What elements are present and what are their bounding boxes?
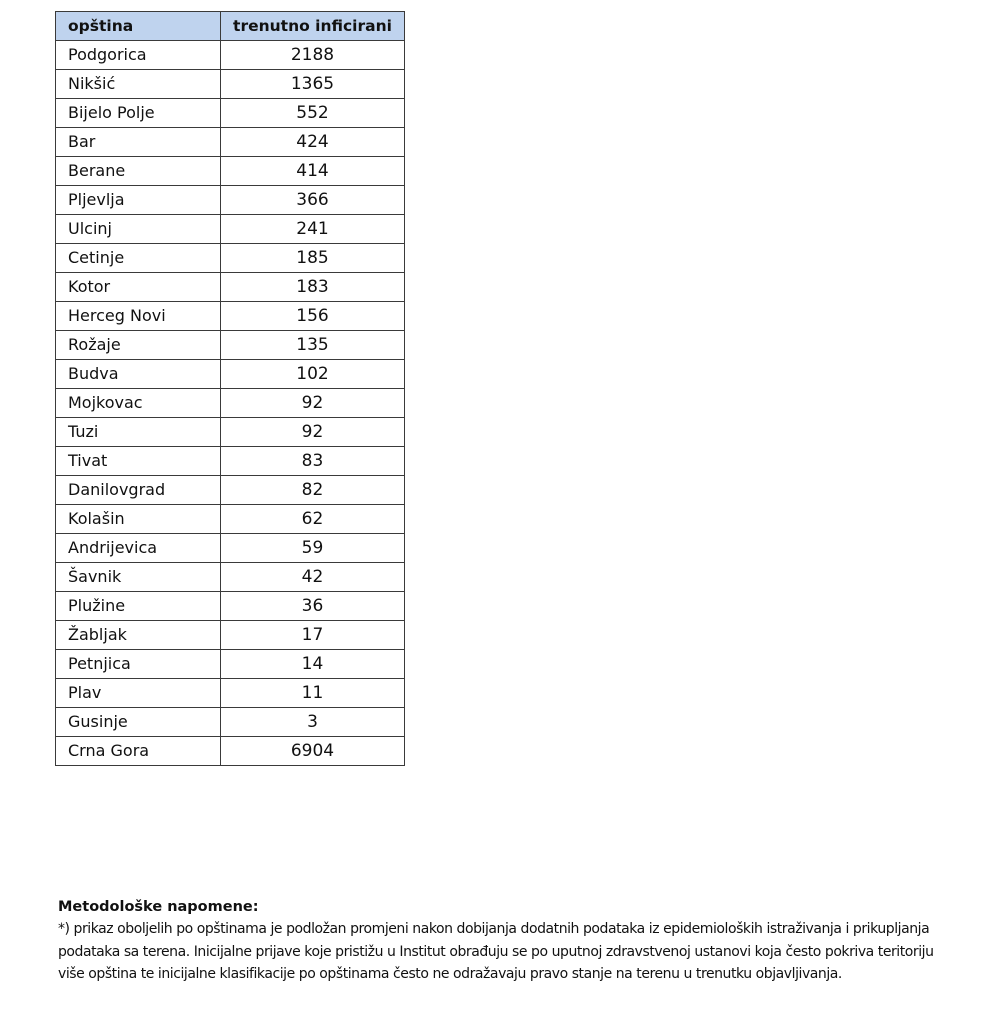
municipality-name: Žabljak xyxy=(56,621,221,650)
table-row xyxy=(56,128,405,157)
table-row xyxy=(56,244,405,273)
infected-count: 82 xyxy=(221,476,405,505)
infected-count: 424 xyxy=(221,128,405,157)
infected-count: 241 xyxy=(221,215,405,244)
municipality-name: Šavnik xyxy=(56,563,221,592)
infected-count: 1365 xyxy=(221,70,405,99)
table-row xyxy=(56,418,405,447)
infected-count: 92 xyxy=(221,418,405,447)
municipality-name: Bar xyxy=(56,128,221,157)
infections-table xyxy=(55,11,405,766)
methodology-notes xyxy=(58,896,958,986)
table-row xyxy=(56,621,405,650)
infected-count: 414 xyxy=(221,157,405,186)
table-row xyxy=(56,186,405,215)
municipality-name: Herceg Novi xyxy=(56,302,221,331)
infected-count: 17 xyxy=(221,621,405,650)
table-row xyxy=(56,592,405,621)
table-row xyxy=(56,650,405,679)
table-row xyxy=(56,708,405,737)
table-row xyxy=(56,273,405,302)
municipality-name: Ulcinj xyxy=(56,215,221,244)
table-row xyxy=(56,215,405,244)
table-row xyxy=(56,534,405,563)
infected-count: 14 xyxy=(221,650,405,679)
table-row xyxy=(56,331,405,360)
table-row xyxy=(56,505,405,534)
infected-count: 135 xyxy=(221,331,405,360)
municipality-name: Mojkovac xyxy=(56,389,221,418)
municipality-name: Budva xyxy=(56,360,221,389)
infected-count: 42 xyxy=(221,563,405,592)
municipality-name: Plav xyxy=(56,679,221,708)
municipality-name: Crna Gora xyxy=(56,737,221,766)
table-header-row xyxy=(56,12,405,41)
municipality-name: Pljevlja xyxy=(56,186,221,215)
municipality-name: Cetinje xyxy=(56,244,221,273)
municipality-name: Berane xyxy=(56,157,221,186)
municipality-name: Kolašin xyxy=(56,505,221,534)
infected-count: 62 xyxy=(221,505,405,534)
infected-count: 102 xyxy=(221,360,405,389)
table-row xyxy=(56,389,405,418)
municipality-name: Plužine xyxy=(56,592,221,621)
infected-count: 59 xyxy=(221,534,405,563)
table-row xyxy=(56,70,405,99)
notes-title: Metodološke napomene: xyxy=(58,899,259,915)
infected-count: 366 xyxy=(221,186,405,215)
infected-count: 6904 xyxy=(221,737,405,766)
table-row xyxy=(56,99,405,128)
table-row xyxy=(56,563,405,592)
municipality-name: Podgorica xyxy=(56,41,221,70)
municipality-name: Gusinje xyxy=(56,708,221,737)
infected-count: 92 xyxy=(221,389,405,418)
municipality-name: Bijelo Polje xyxy=(56,99,221,128)
header-infected: trenutno inficirani xyxy=(221,12,405,41)
infected-count: 185 xyxy=(221,244,405,273)
table-row xyxy=(56,679,405,708)
table-row xyxy=(56,302,405,331)
municipality-name: Rožaje xyxy=(56,331,221,360)
municipality-name: Tuzi xyxy=(56,418,221,447)
infected-count: 36 xyxy=(221,592,405,621)
table-row xyxy=(56,157,405,186)
notes-body: *) prikaz oboljelih po opštinama je podložan promjeni nakon dobijanja dodatnih podataka iz epidemioloških istraživanja i prikupljanja podataka sa terena. Inicijalne prijave koje pristižu u Institut obrađuju se po uputnoj zdravstvenoj ustanovi koja često pokriva teritoriju više opština te inicijalne klasifikacije po opštinama često ne odražavaju pravo stanje na terenu u trenutku objavljivanja. xyxy=(58,921,934,982)
infected-count: 2188 xyxy=(221,41,405,70)
municipality-name: Tivat xyxy=(56,447,221,476)
municipality-name: Andrijevica xyxy=(56,534,221,563)
table-row xyxy=(56,447,405,476)
infected-count: 183 xyxy=(221,273,405,302)
table-row xyxy=(56,360,405,389)
table-row xyxy=(56,41,405,70)
municipality-name: Kotor xyxy=(56,273,221,302)
municipality-name: Danilovgrad xyxy=(56,476,221,505)
infected-count: 552 xyxy=(221,99,405,128)
infected-count: 11 xyxy=(221,679,405,708)
table-row xyxy=(56,476,405,505)
infected-count: 156 xyxy=(221,302,405,331)
infected-count: 83 xyxy=(221,447,405,476)
table-body xyxy=(56,41,405,766)
infected-count: 3 xyxy=(221,708,405,737)
header-municipality: opština xyxy=(56,12,221,41)
municipality-name: Nikšić xyxy=(56,70,221,99)
municipality-name: Petnjica xyxy=(56,650,221,679)
table-row xyxy=(56,737,405,766)
